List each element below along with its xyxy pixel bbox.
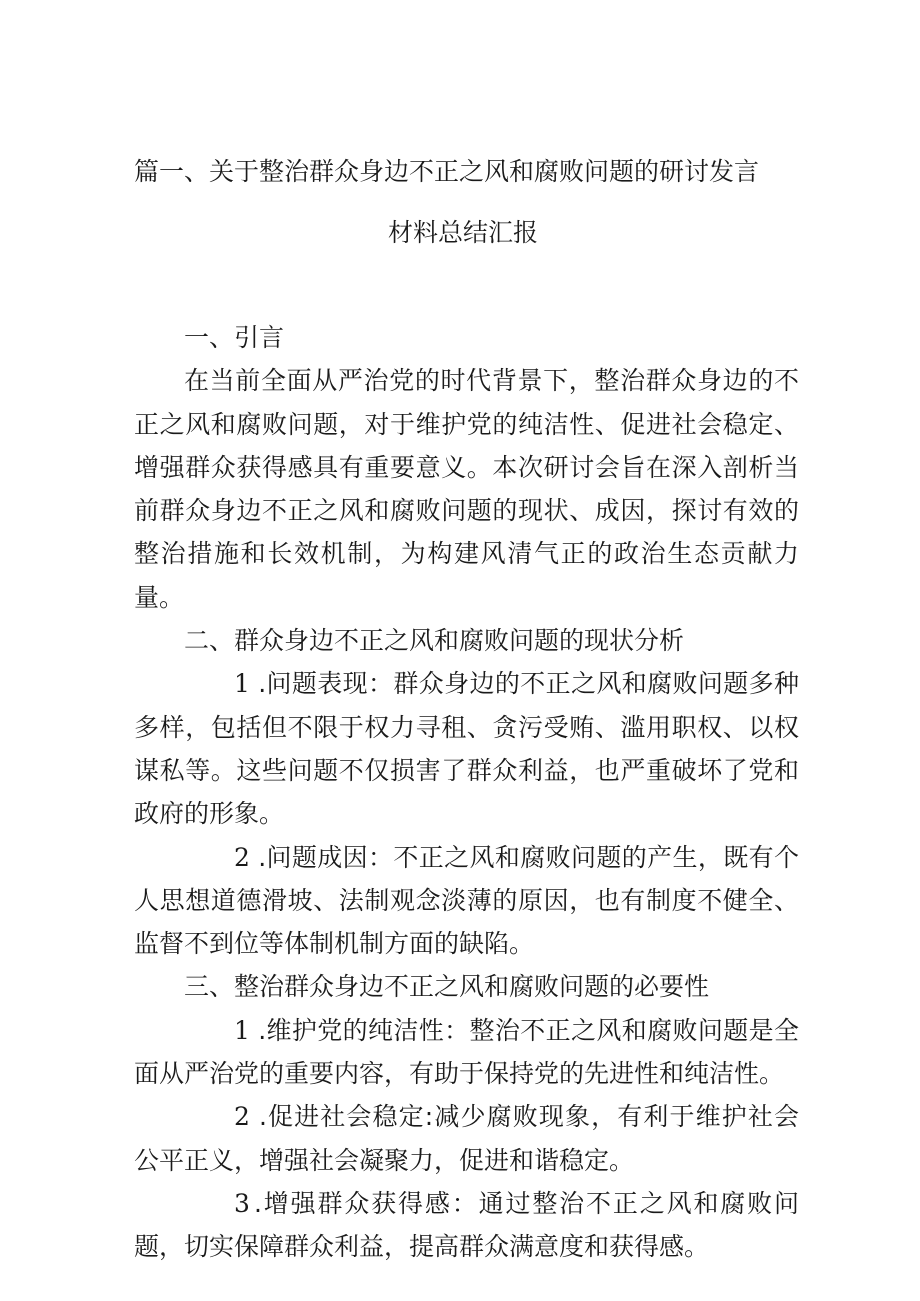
item-text: .维护党的纯洁性：整治不正之风和腐败问题是全面从严治党的重要内容，有助于保持党的先进性和纯洁性。: [134, 1015, 799, 1089]
document-title-line-1: 篇一、关于整治群众身边不正之风和腐败问题的研讨发言: [134, 157, 760, 186]
item-number: 1: [234, 1015, 250, 1045]
document-body: [134, 316, 799, 1269]
item-number: 1: [234, 669, 250, 699]
document-title-line-2: 材料总结汇报: [388, 218, 539, 247]
section-heading-status: 二、群众身边不正之风和腐败问题的现状分析: [184, 626, 685, 656]
item-number: 2: [234, 1102, 250, 1132]
list-item: [134, 1182, 799, 1269]
item-text: .促进社会稳定:减少腐败现象，有利于维护社会公平正义，增强社会凝聚力，促进和谐稳定。: [134, 1102, 799, 1175]
list-item: [134, 662, 799, 835]
list-item: [134, 836, 799, 966]
item-text: .问题成因：不正之风和腐败问题的产生，既有个人思想道德滑坡、法制观念淡薄的原因，也有制度不健全、监督不到位等体制机制方面的缺陷。: [134, 842, 799, 959]
item-text: .问题表现：群众身边的不正之风和腐败问题多种多样，包括但不限于权力寻租、贪污受贿、滥用职权、以权谋私等。这些问题不仅损害了群众利益，也严重破坏了党和政府的形象。: [134, 669, 799, 829]
list-item: [134, 1009, 799, 1096]
section-heading-intro: 一、引言: [184, 323, 285, 352]
item-number: 2: [234, 842, 250, 872]
paragraph-intro: 在当前全面从严治党的时代背景下，整治群众身边的不正之风和腐败问题，对于维护党的纯洁性、促进社会稳定、增强群众获得感具有重要意义。本次研讨会旨在深入剖析当前群众身边不正之风和腐败问题的现状、成因，探讨有效的整治措施和长效机制，为构建风清气正的政治生态贡献力量。: [134, 366, 799, 612]
item-number: 3: [234, 1188, 250, 1218]
list-item: [134, 1095, 799, 1182]
item-text: .增强群众获得感：通过整治不正之风和腐败问题，切实保障群众利益，提高群众满意度和获得感。: [134, 1188, 799, 1262]
section-heading-necessity: 三、整治群众身边不正之风和腐败问题的必要性: [184, 972, 710, 1002]
